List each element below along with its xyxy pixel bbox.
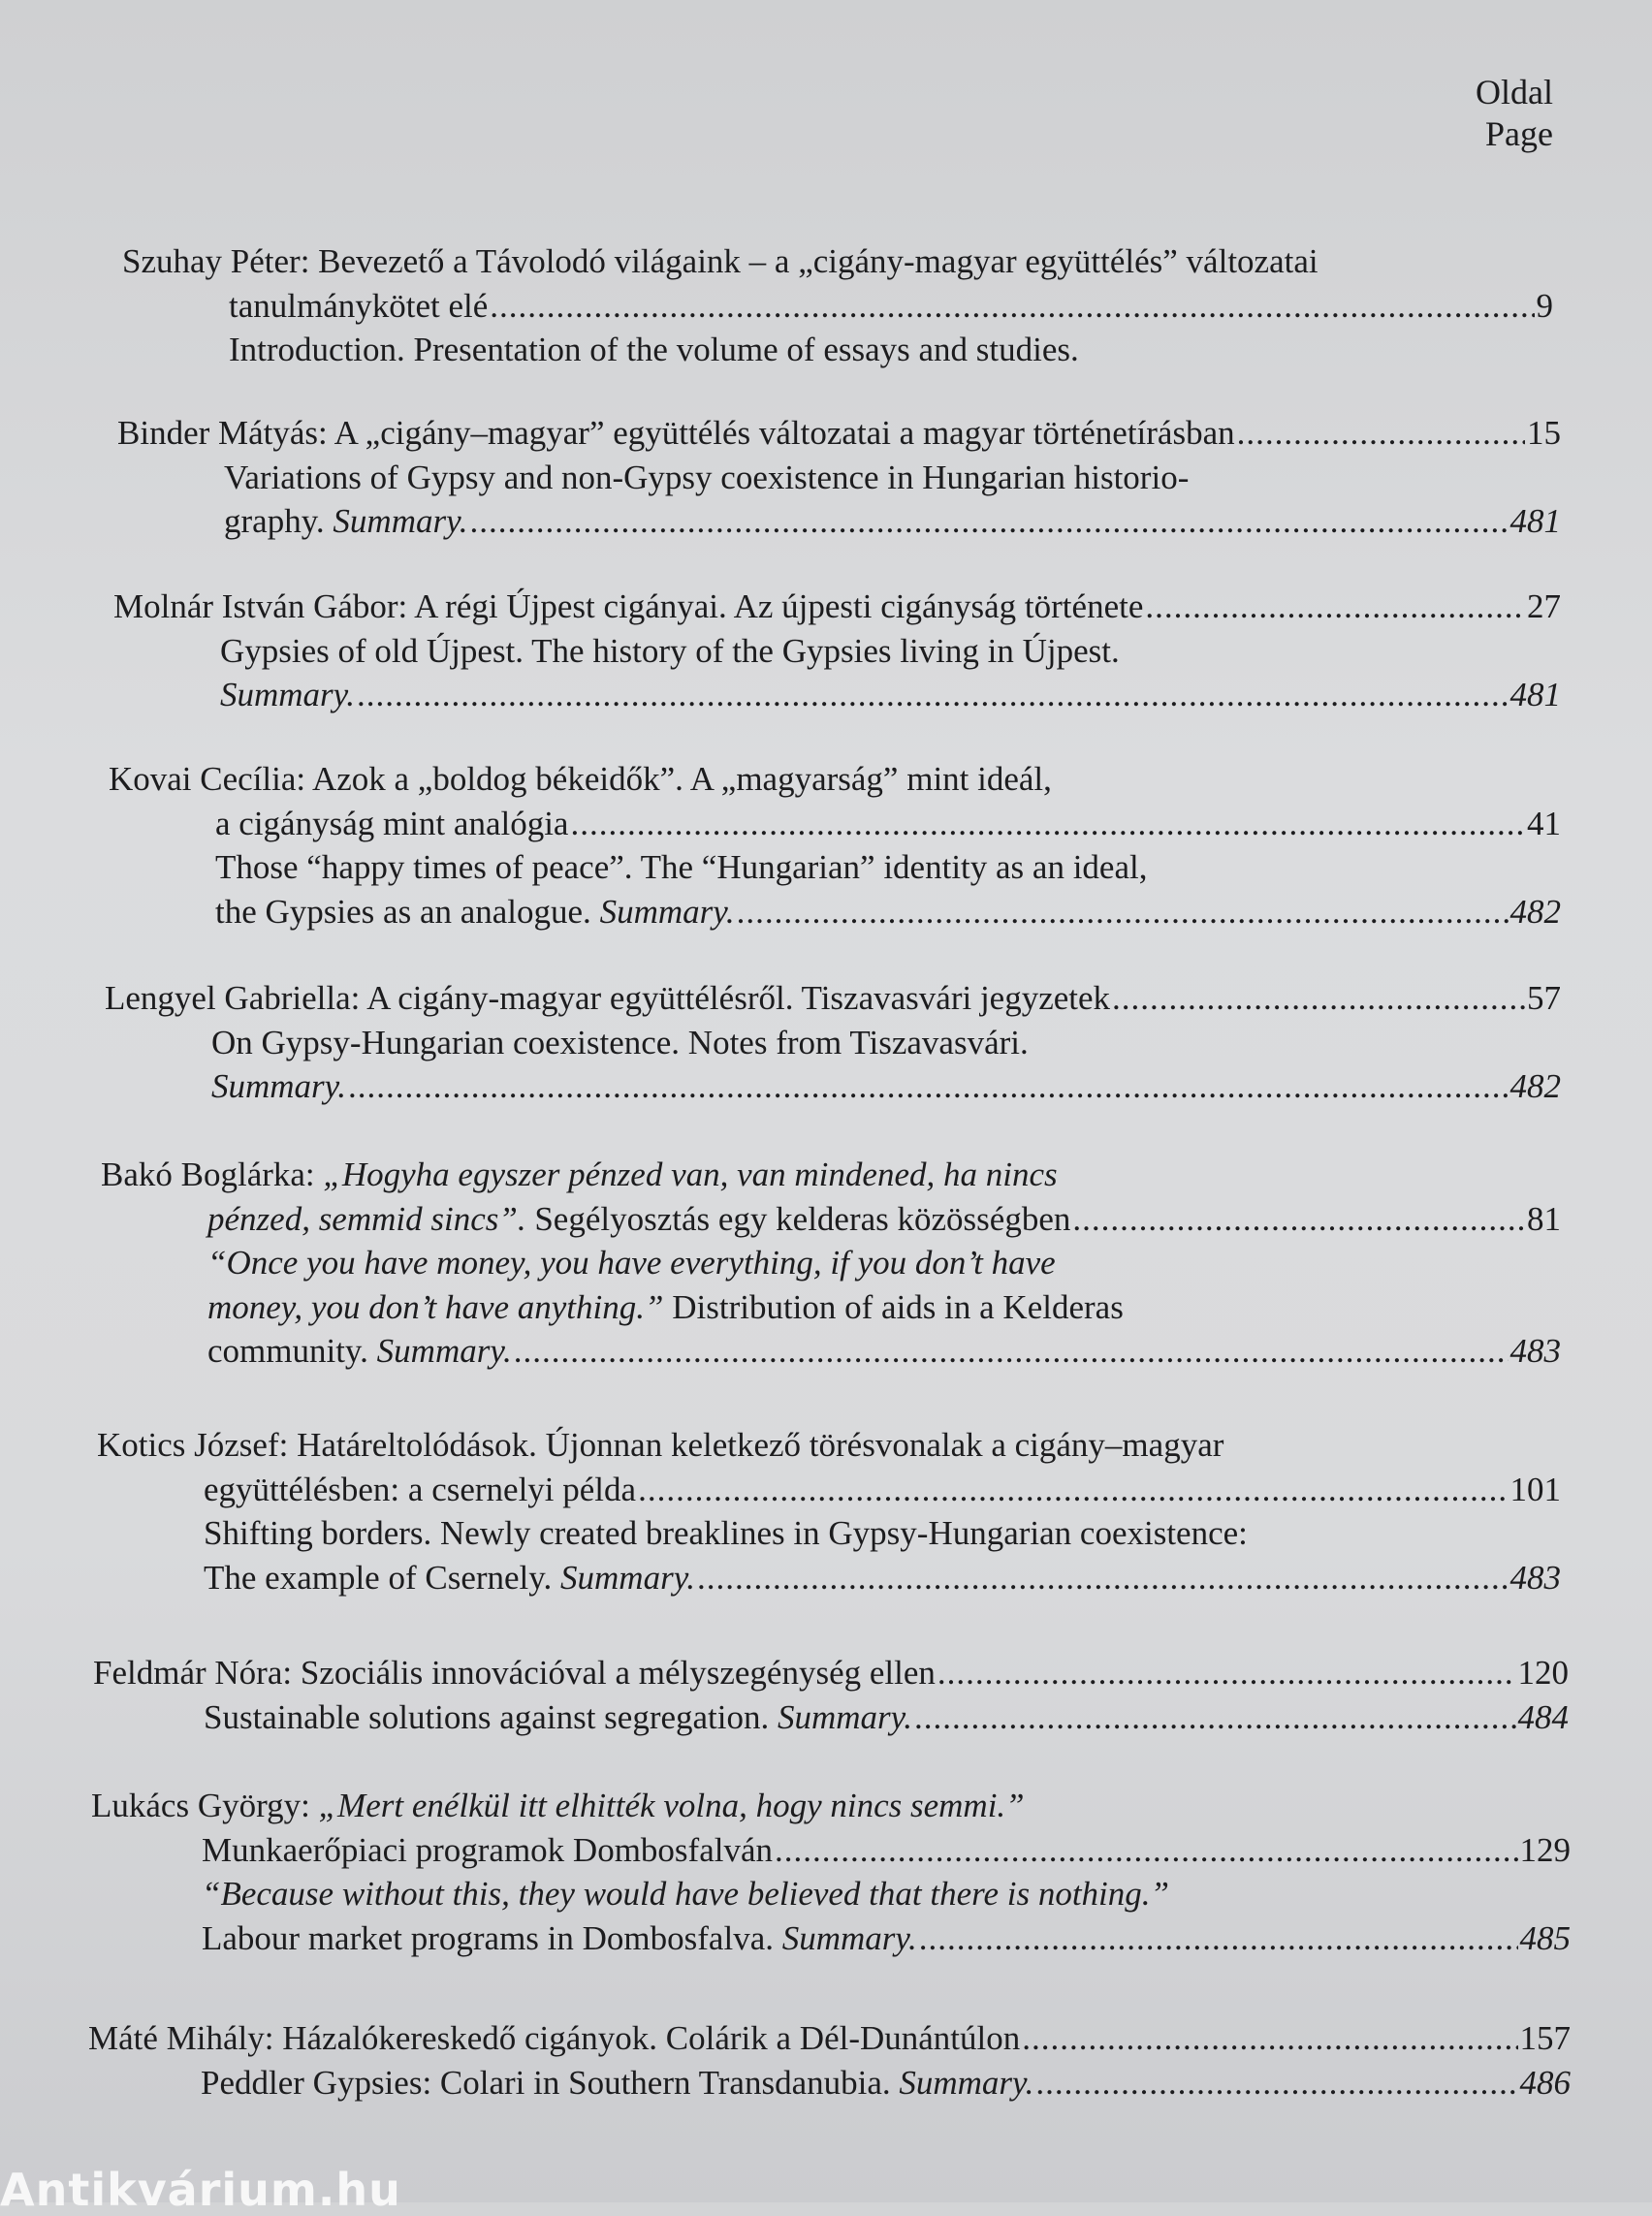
entry-english-title: The example of Csernely. — [204, 1558, 553, 1597]
toc-entry — [105, 976, 1561, 1109]
entry-english-title: Labour market programs in Dombosfalva. — [202, 1918, 774, 1957]
page-number: 120 — [1517, 1654, 1569, 1692]
dot-leader — [937, 1651, 1516, 1695]
entry-title-italic: „Mert enélkül itt elhitték volna, hogy nincs semmi.” — [318, 1787, 1025, 1824]
toc-entry — [93, 1651, 1569, 1739]
entry-title: Kovai Cecília: Azok a „boldog békeidők”. A „magyarság” mint ideál, — [109, 760, 1052, 798]
dot-leader — [919, 1916, 1518, 1961]
entry-title-italic: pénzed, semmid sincs”. — [207, 1199, 526, 1238]
entry-title: Munkaerőpiaci programok Dombosfalván — [202, 1830, 774, 1869]
entry-english-line — [97, 1556, 1561, 1600]
summary-page-number: 484 — [1517, 1697, 1569, 1736]
entry-title-line — [101, 1153, 1561, 1197]
entry-title: együttélésben: a csernelyi példa — [204, 1470, 637, 1508]
summary-label: Summary. — [220, 676, 356, 713]
toc-entry — [117, 411, 1561, 544]
summary-label: Summary. — [778, 1697, 913, 1736]
entry-author: Lukács György: — [91, 1787, 310, 1824]
entry-english-title: community. — [207, 1332, 368, 1370]
summary-label: Summary. — [560, 1558, 696, 1597]
dot-leader — [348, 1064, 1508, 1109]
entry-english-title: Peddler Gypsies: Colari in Southern Transdanubia. — [201, 2063, 891, 2102]
header-page: Page — [1485, 114, 1553, 153]
summary-page-number: 483 — [1509, 1558, 1561, 1597]
entry-english-line — [91, 1916, 1571, 1961]
entry-english-line — [91, 1872, 1571, 1916]
entry-title-line — [109, 802, 1561, 846]
entry-title-line — [122, 284, 1553, 329]
dot-leader — [357, 673, 1508, 717]
toc-entry — [91, 1784, 1571, 1960]
dot-leader — [914, 1695, 1515, 1740]
entry-english-title: Those “happy times of peace”. The “Hungarian” identity as an ideal, — [215, 848, 1148, 886]
entry-title-line — [109, 757, 1561, 802]
entry-title: Binder Mátyás: A „cigány–magyar” együttélés változatai a magyar történetírásban — [117, 414, 1235, 452]
dot-leader — [697, 1556, 1508, 1600]
toc-entry — [109, 757, 1561, 934]
entry-english-line — [101, 1329, 1561, 1374]
entry-english-line — [105, 1021, 1561, 1065]
entry-english-line — [117, 499, 1561, 544]
toc-entry — [122, 239, 1553, 372]
entry-title-line — [113, 585, 1561, 629]
entry-english-title: On Gypsy-Hungarian coexistence. Notes from Tiszavasvári. — [211, 1023, 1029, 1061]
toc-entry — [97, 1423, 1561, 1599]
dot-leader — [490, 284, 1534, 329]
entry-title-italic: „Hogyha egyszer pénzed van, van mindened, ha nincs — [323, 1155, 1058, 1193]
entry-title-line — [91, 1828, 1571, 1873]
summary-label: Summary. — [211, 1067, 347, 1105]
header-oldal: Oldal — [1476, 73, 1553, 111]
entry-title-line — [117, 411, 1561, 456]
summary-label: Summary. — [599, 892, 735, 931]
dot-leader — [514, 1329, 1509, 1374]
page-number: 9 — [1536, 286, 1553, 325]
entry-english-title: Distribution of aids in a Kelderas — [672, 1287, 1124, 1326]
entry-title-line — [91, 1784, 1571, 1828]
dot-leader — [570, 802, 1525, 846]
page-number: 129 — [1519, 1830, 1571, 1869]
dot-leader — [1072, 1197, 1525, 1242]
entry-english-line — [113, 673, 1561, 717]
entry-title-line — [105, 976, 1561, 1021]
entry-english-title: Variations of Gypsy and non-Gypsy coexistence in Hungarian historio- — [224, 458, 1190, 496]
watermark-text: Antikvárium.hu — [0, 2164, 401, 2216]
summary-label: Summary. — [899, 2063, 1034, 2102]
dot-leader — [469, 499, 1508, 544]
summary-page-number: 486 — [1519, 2063, 1571, 2102]
entry-title-line — [97, 1468, 1561, 1512]
entry-english-line — [97, 1511, 1561, 1556]
entry-title: Segélyosztás egy kelderas közösségben — [534, 1199, 1071, 1238]
summary-page-number: 481 — [1509, 676, 1561, 713]
entry-english-italic: “Once you have money, you have everything, if you don’t have — [207, 1244, 1056, 1282]
entry-english-line — [113, 629, 1561, 674]
entry-english-italic: money, you don’t have anything.” — [207, 1287, 664, 1326]
entry-title: Szuhay Péter: Bevezető a Távolodó világaink – a „cigány-magyar együttélés” változatai — [122, 242, 1318, 280]
dot-leader — [1022, 2016, 1517, 2061]
toc-entry — [113, 585, 1561, 717]
summary-label: Summary. — [333, 502, 468, 540]
entry-title: Lengyel Gabriella: A cigány-magyar együttélésről. Tiszavasvári jegyzetek — [105, 979, 1111, 1017]
page-number: 41 — [1527, 804, 1561, 842]
entry-english-line — [93, 1695, 1569, 1740]
entry-english-title: Sustainable solutions against segregation. — [204, 1697, 770, 1736]
entry-title: tanulmánykötet elé — [229, 286, 489, 325]
dot-leader — [638, 1468, 1508, 1512]
page-number: 27 — [1527, 587, 1561, 625]
page-number: 101 — [1509, 1470, 1561, 1508]
entry-english-title: Shifting borders. Newly created breaklines in Gypsy-Hungarian coexistence: — [204, 1514, 1248, 1552]
dot-leader — [1145, 585, 1525, 629]
entry-title: Kotics József: Határeltolódások. Újonnan keletkező törésvonalak a cigány–magyar — [97, 1426, 1224, 1464]
entry-english-line — [101, 1285, 1561, 1330]
entry-english-line — [122, 328, 1553, 372]
entry-title-line — [122, 239, 1553, 284]
dot-leader — [737, 890, 1509, 934]
summary-label: Summary. — [781, 1918, 917, 1957]
summary-page-number: 481 — [1509, 502, 1561, 540]
summary-label: Summary. — [376, 1332, 512, 1370]
toc-entry — [88, 2016, 1571, 2105]
entry-english-line — [117, 456, 1561, 500]
entry-english-title: the Gypsies as an analogue. — [215, 892, 591, 931]
page-number: 15 — [1527, 414, 1561, 452]
entry-english-line — [105, 1064, 1561, 1109]
entry-english-line — [101, 1241, 1561, 1285]
entry-title-line — [101, 1197, 1561, 1242]
entry-title: a cigányság mint analógia — [215, 804, 569, 842]
summary-page-number: 482 — [1509, 892, 1561, 931]
page-number: 157 — [1519, 2019, 1571, 2057]
entry-english-line — [109, 845, 1561, 890]
entry-author: Bakó Boglárka: — [101, 1155, 315, 1193]
entry-english-title: Gypsies of old Újpest. The history of the Gypsies living in Újpest. — [220, 631, 1120, 670]
entry-title: Molnár István Gábor: A régi Újpest cigányai. Az újpesti cigányság története — [113, 587, 1144, 625]
page-number: 57 — [1527, 979, 1561, 1017]
entry-title: Feldmár Nóra: Szociális innovációval a mélyszegénység ellen — [93, 1654, 936, 1692]
entry-title: Máté Mihály: Házalókereskedő cigányok. Colárik a Dél-Dunántúlon — [88, 2019, 1021, 2057]
entry-title-line — [88, 2016, 1571, 2061]
entry-title-line — [97, 1423, 1561, 1468]
page-number: 81 — [1527, 1199, 1561, 1238]
entry-english-italic: “Because without this, they would have believed that there is nothing.” — [202, 1875, 1169, 1913]
toc-entry — [101, 1153, 1561, 1374]
summary-page-number: 483 — [1509, 1332, 1561, 1370]
entry-english-line — [88, 2061, 1571, 2105]
entry-english-title: Introduction. Presentation of the volume of essays and studies. — [229, 331, 1079, 368]
entry-english-line — [109, 890, 1561, 934]
entry-title-line — [93, 1651, 1569, 1695]
dot-leader — [1035, 2061, 1517, 2105]
dot-leader — [775, 1828, 1517, 1873]
summary-page-number: 485 — [1519, 1918, 1571, 1957]
page-column-header — [1476, 72, 1553, 155]
dot-leader — [1237, 411, 1525, 456]
dot-leader — [1112, 976, 1525, 1021]
summary-page-number: 482 — [1509, 1067, 1561, 1105]
entry-english-title: graphy. — [224, 502, 325, 540]
